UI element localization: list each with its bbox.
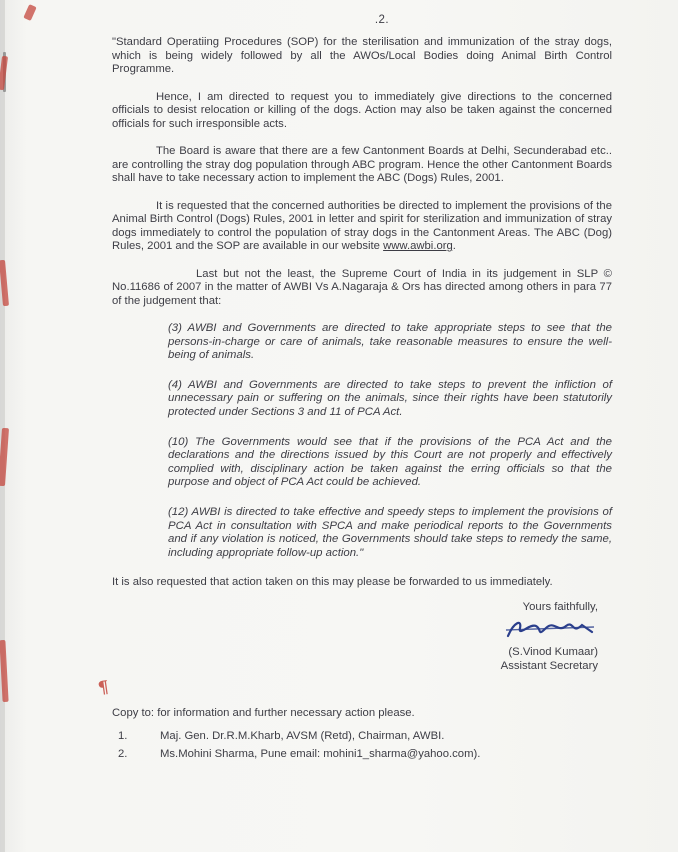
- red-pen-mark: ¶: [96, 677, 111, 699]
- paragraph-sop: "Standard Operatiing Procedures (SOP) for the sterilisation and immunization of the stray dogs, which is being widely followed by all the AWOs/Local Bodies doing Animal Birth Control Programme.: [112, 36, 612, 75]
- list-item: [118, 748, 612, 762]
- judgement-quote-3: (3) AWBI and Governments are directed to take appropriate steps to see that the persons-in-charge or care of animals, take reasonable measures to ensure the well-being of animals.: [168, 322, 612, 362]
- paragraph-final-request: It is also requested that action taken on this may please be forwarded to us immediately.: [112, 576, 553, 589]
- awbi-website-link[interactable]: www.awbi.org: [383, 240, 453, 252]
- judgement-quote-4: (4) AWBI and Governments are directed to take steps to prevent the infliction of unnecessary pain or suffering on the animals, since their rights have been statutorily protected under Sections 3 and 11 of PCA Act.: [168, 378, 612, 418]
- paragraph-board-aware: The Board is aware that there are a few Cantonment Boards at Delhi, Secunderabad etc.. are controlling the stray dog population through ABC program. Hence the other Cantonment Boards shall have to take necessary action to implement the ABC (Dogs) Rules, 2001.: [112, 145, 612, 184]
- scan-edge-shadow: [0, 0, 5, 852]
- signature-ink: [502, 616, 598, 644]
- closing-name: (S.Vinod Kumaar): [508, 645, 598, 658]
- copy-to-block: [112, 707, 612, 762]
- closing-block: [112, 600, 598, 673]
- list-item: [118, 730, 612, 744]
- paragraph-directions: Hence, I am directed to request you to immediately give directions to the concerned officials to desist relocation or killing of the dogs. Action may also be taken against the concerned officials for such irresponsible acts.: [112, 90, 612, 130]
- copy-to-heading: Copy to: for information and further necessary action please.: [112, 706, 415, 719]
- paragraph-supreme-court: Last but not the least, the Supreme Court of India in its judgement in SLP © No.11686 of 2007 in the matter of AWBI Vs A.Nagaraja & Ors has directed among others in para 77 of the judgement that:: [112, 267, 612, 307]
- paragraph-requested-period: .: [452, 240, 456, 252]
- list-item-number: 2.: [118, 747, 128, 760]
- list-item-text: Ms.Mohini Sharma, Pune email: mohini1_sharma@yahoo.com).: [160, 747, 481, 760]
- paragraph-requested: [112, 200, 612, 254]
- page-number: .2.: [374, 14, 390, 26]
- list-item-text: Maj. Gen. Dr.R.M.Kharb, AVSM (Retd), Chairman, AWBI.: [160, 730, 445, 743]
- closing-salutation: Yours faithfully,: [522, 600, 598, 613]
- closing-title: Assistant Secretary: [500, 659, 598, 672]
- copy-to-list: [112, 730, 612, 761]
- paragraph-requested-text: It is requested that the concerned authorities be directed to implement the provisions of the Animal Birth Control (Dogs) Rules, 2001 in letter and spirit for sterilization and immunization of stray dogs immediately to control the population of stray dogs in the Cantonment Areas. The ABC (Dog) Rules, 2001 and the SOP are available in our website: [112, 199, 612, 252]
- signature: [112, 616, 598, 644]
- scan-artifact-red-corner: [23, 4, 36, 21]
- judgement-quote-10: (10) The Governments would see that if the provisions of the PCA Act and the declarations and the directions issued by this Court are not properly and effectively complied with, disciplinary action be taken against the erring officials so that the purpose and object of PCA Act could be achieved.: [168, 435, 612, 489]
- letter-content: [112, 14, 612, 765]
- list-item-number: 1.: [118, 730, 128, 743]
- judgement-quote-12: (12) AWBI is directed to take effective and speedy steps to implement the provisions of PCA Act in consultation with SPCA and make periodical reports to the Governments and if any violation is noticed, the Governments should take steps to remedy the same, including appropriate follow-up action.": [168, 505, 612, 559]
